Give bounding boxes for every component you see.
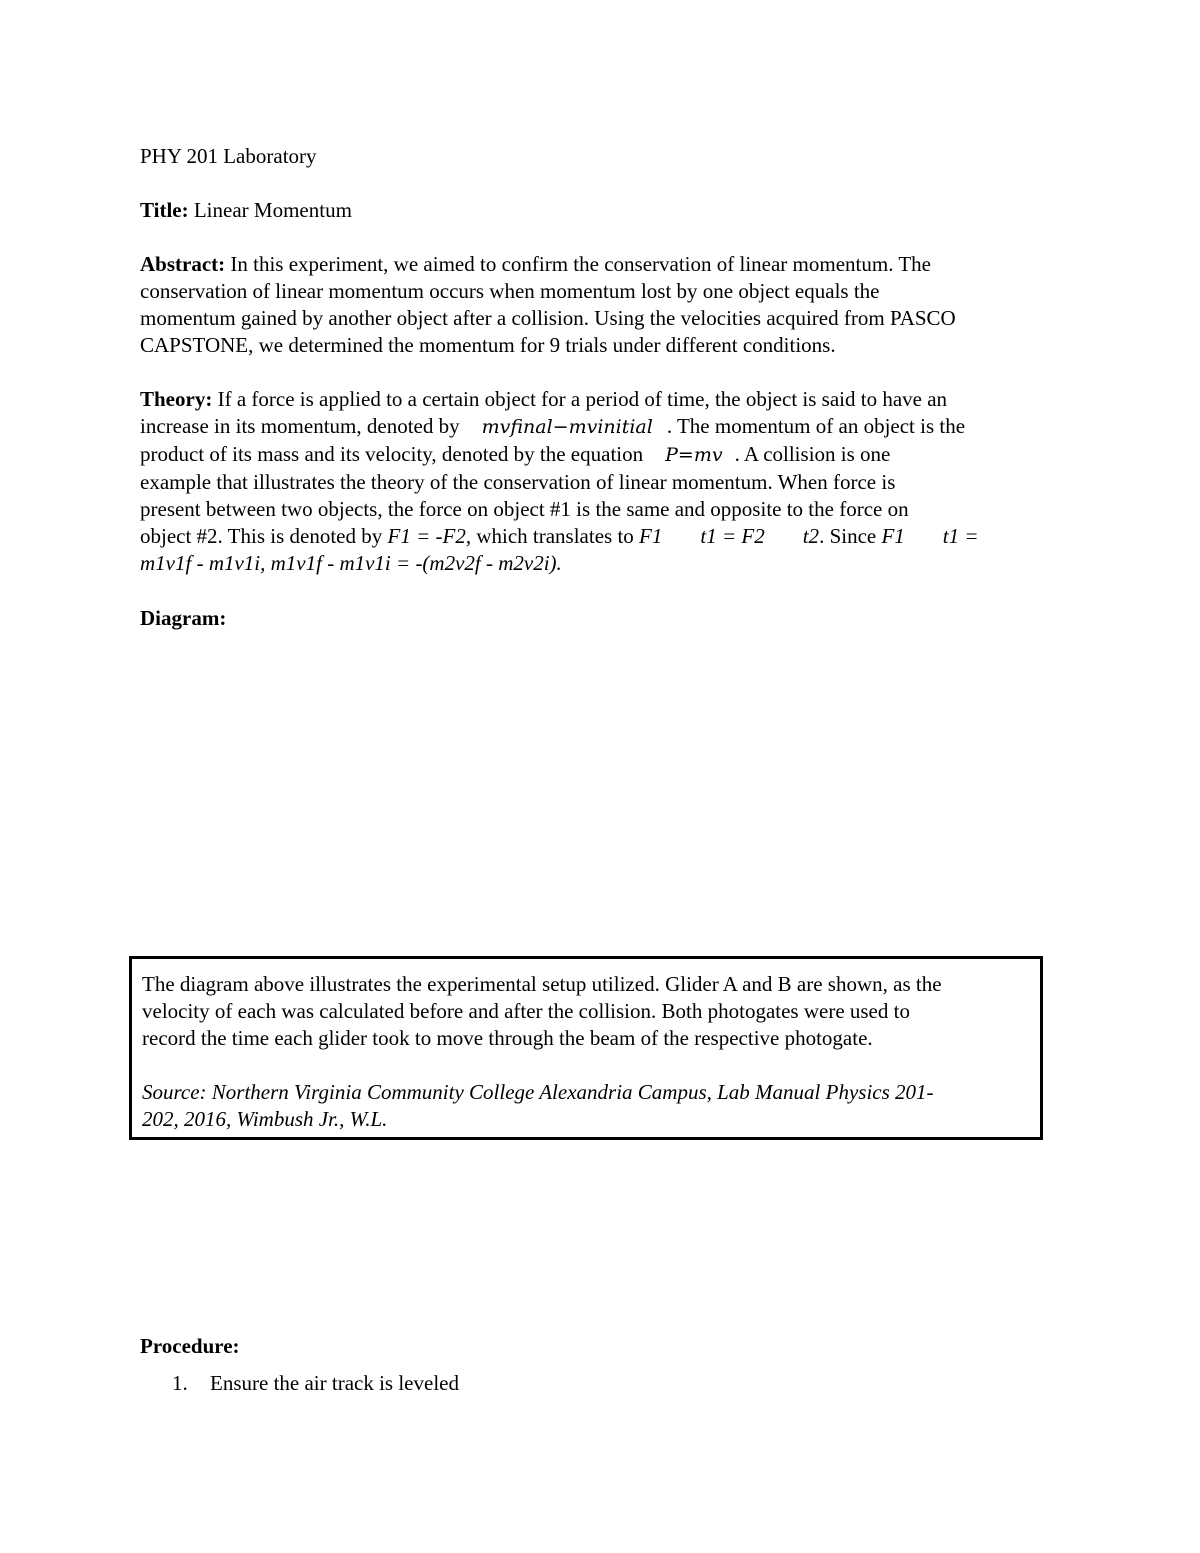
title-value: Linear Momentum <box>193 198 352 222</box>
title-line <box>140 197 1060 224</box>
abstract-line: conservation of linear momentum occurs when momentum lost by one object equals the <box>140 279 880 303</box>
step-text: Ensure the air track is leveled <box>210 1371 459 1395</box>
theory-line: Theory: If a force is applied to a certain object for a period of time, the object is said to have an <box>140 387 948 411</box>
momentum-change-equation: mvfinal−mvinitial <box>481 416 653 438</box>
theory-section <box>140 386 1060 577</box>
momentum-equation: P=mv <box>665 444 723 466</box>
theory-line: object #2. This is denoted by F1 = -F2, which translates to F1 t1 = F2 t2. Since F1 t1 = <box>140 524 979 548</box>
diagram-heading: Diagram: <box>140 606 227 630</box>
abstract-line: Abstract: In this experiment, we aimed to confirm the conservation of linear momentum. The <box>140 252 931 276</box>
title-label: Title: <box>140 198 189 222</box>
theory-line: product of its mass and its velocity, denoted by the equation P=mv . A collision is one <box>140 442 891 466</box>
abstract-line: CAPSTONE, we determined the momentum for 9 trials under different conditions. <box>140 333 836 357</box>
theory-line: present between two objects, the force on object #1 is the same and opposite to the force on <box>140 497 909 521</box>
abstract-line: momentum gained by another object after a collision. Using the velocities acquired from PASCO <box>140 306 956 330</box>
diagram-caption: The diagram above illustrates the experimental setup utilized. Glider A and B are shown, as the velocity of each was calculated before and after the collision. Both photogates were used to record the time each glider took to move through the beam of the respective photogate. <box>142 972 942 1050</box>
step-number: 1. <box>172 1371 188 1395</box>
diagram-caption-box <box>129 956 1043 1140</box>
theory-line: example that illustrates the theory of the conservation of linear momentum. When force is <box>140 470 896 494</box>
theory-line: increase in its momentum, denoted by mvfinal−mvinitial . The momentum of an object is the <box>140 414 966 438</box>
list-item <box>172 1370 1052 1397</box>
abstract-label: Abstract: <box>140 252 226 276</box>
theory-line: m1v1f - m1v1i, m1v1f - m1v1i = -(m2v2f - m2v2i). <box>140 551 562 575</box>
abstract-section <box>140 251 1060 359</box>
course-header: PHY 201 Laboratory <box>140 144 317 168</box>
procedure-list <box>172 1370 1052 1397</box>
procedure-heading: Procedure: <box>140 1334 240 1358</box>
theory-label: Theory: <box>140 387 213 411</box>
diagram-source: Source: Northern Virginia Community College Alexandria Campus, Lab Manual Physics 201- 202, 2016, Wimbush Jr., W.L. <box>142 1080 934 1131</box>
force-equation: F1 = -F2 <box>387 524 466 548</box>
